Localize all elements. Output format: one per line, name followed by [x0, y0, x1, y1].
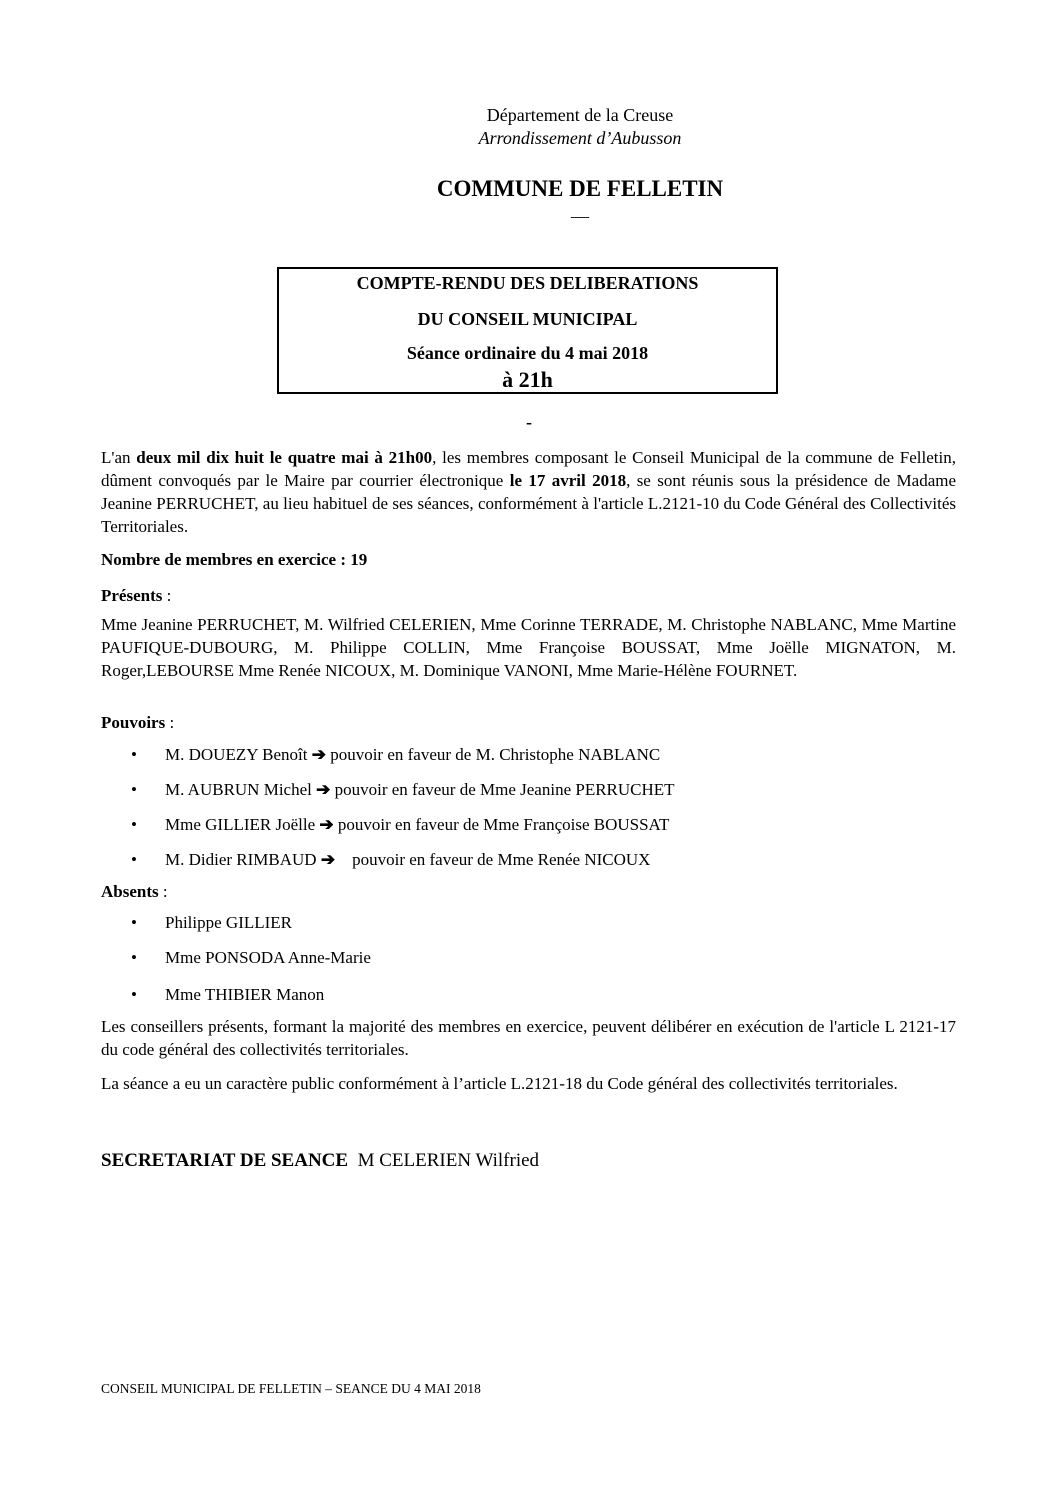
pouvoirs-colon: : — [165, 713, 175, 732]
public-paragraph: La séance a eu un caractère public conformément à l’article L.2121-18 du Code général des collectivités territoriales. — [101, 1074, 898, 1093]
pouvoir-from: Mme GILLIER Joëlle — [165, 815, 316, 834]
presents-heading — [101, 584, 171, 607]
pouvoir-to: pouvoir en faveur de Mme Françoise BOUSSAT — [337, 815, 670, 834]
pouvoir-item — [165, 778, 675, 801]
pouvoirs-heading — [101, 711, 174, 734]
commune-title: COMMUNE DE FELLETIN — [436, 176, 724, 201]
absent-item: Philippe GILLIER — [165, 913, 293, 932]
arrow-right-icon: ➔ — [320, 850, 336, 869]
pouvoir-to: pouvoir en faveur de Mme Renée NICOUX — [352, 850, 651, 869]
pouvoir-item — [165, 813, 669, 836]
arrow-right-icon: ➔ — [319, 815, 334, 834]
intro-text-2: , les membres composant le Conseil Municipal de la commune de Felletin, dûment convoqués par le Maire par courrier électronique — [101, 448, 956, 490]
pouvoir-from: M. DOUEZY Benoît — [165, 745, 308, 764]
absent-item: Mme THIBIER Manon — [165, 985, 325, 1004]
pouvoir-item — [165, 848, 650, 871]
secretariat-line — [101, 1149, 539, 1172]
title-line-2: DU CONSEIL MUNICIPAL — [417, 309, 638, 329]
session-date: Séance ordinaire du 4 mai 2018 — [406, 343, 649, 363]
bullet: • — [131, 948, 137, 967]
arrondissement-line: Arrondissement d’Aubusson — [478, 128, 682, 148]
pouvoirs-label: Pouvoirs — [101, 713, 166, 732]
session-time: à 21h — [502, 367, 553, 392]
presents-list: Mme Jeanine PERRUCHET, M. Wilfried CELERIEN, Mme Corinne TERRADE, M. Christophe NABLANC, Mme Martine PAUFIQUE-DUBOURG, M. Philippe COLLIN, Mme Françoise BOUSSAT, Mme Joëlle MIGNATON, M. Roger,LEBOURSE Mme Renée NICOUX, M. Dominique VANONI, Mme Marie-Hélène FOURNET. — [101, 615, 956, 680]
page-footer: CONSEIL MUNICIPAL DE FELLETIN – SEANCE DU 4 MAI 2018 — [101, 1381, 481, 1396]
separator-dash: - — [526, 412, 532, 432]
presents-colon: : — [162, 586, 172, 605]
pouvoir-item — [165, 743, 660, 766]
intro-text-3: , se sont réunis sous la présidence de Madame Jeanine PERRUCHET, au lieu habituel de ses séances, conformément à l'article L.2121-10 du Code Général des Collectivités Territoriales. — [101, 471, 957, 536]
intro-paragraph — [101, 446, 956, 538]
presents-label: Présents — [101, 586, 163, 605]
title-line-1: COMPTE-RENDU DES DELIBERATIONS — [356, 273, 699, 293]
convocation-date-bold: le 17 avril 2018 — [509, 471, 627, 490]
bullet: • — [131, 745, 137, 764]
bullet: • — [131, 780, 137, 799]
pouvoir-from: M. AUBRUN Michel — [165, 780, 312, 799]
bullet: • — [131, 850, 137, 869]
absents-label: Absents — [101, 882, 159, 901]
quorum-paragraph: Les conseillers présents, formant la majorité des membres en exercice, peuvent délibérer en exécution de l'article L 2121-17 du code général des collectivités territoriales. — [101, 1017, 956, 1059]
bullet: • — [131, 913, 137, 932]
departement-line: Département de la Creuse — [486, 105, 674, 125]
members-count — [101, 548, 367, 571]
intro-text-1: L'an — [101, 448, 137, 467]
pouvoir-to: pouvoir en faveur de M. Christophe NABLANC — [330, 745, 661, 764]
secretariat-name: M CELERIEN Wilfried — [357, 1150, 540, 1171]
secretariat-label: SECRETARIAT DE SEANCE — [101, 1150, 349, 1171]
title-dash: — — [571, 206, 589, 226]
pouvoir-to: pouvoir en faveur de Mme Jeanine PERRUCHET — [334, 780, 675, 799]
arrow-right-icon: ➔ — [311, 745, 326, 764]
arrow-right-icon: ➔ — [316, 780, 331, 799]
bullet: • — [131, 985, 137, 1004]
absent-item: Mme PONSODA Anne-Marie — [165, 948, 371, 967]
absents-heading — [101, 880, 168, 903]
members-count-text: Nombre de membres en exercice : 19 — [101, 550, 368, 569]
intro-date-bold: deux mil dix huit le quatre mai à 21h00 — [136, 448, 433, 467]
bullet: • — [131, 815, 137, 834]
pouvoir-from: M. Didier RIMBAUD — [165, 850, 317, 869]
title-box — [277, 267, 778, 394]
absents-colon: : — [158, 882, 168, 901]
